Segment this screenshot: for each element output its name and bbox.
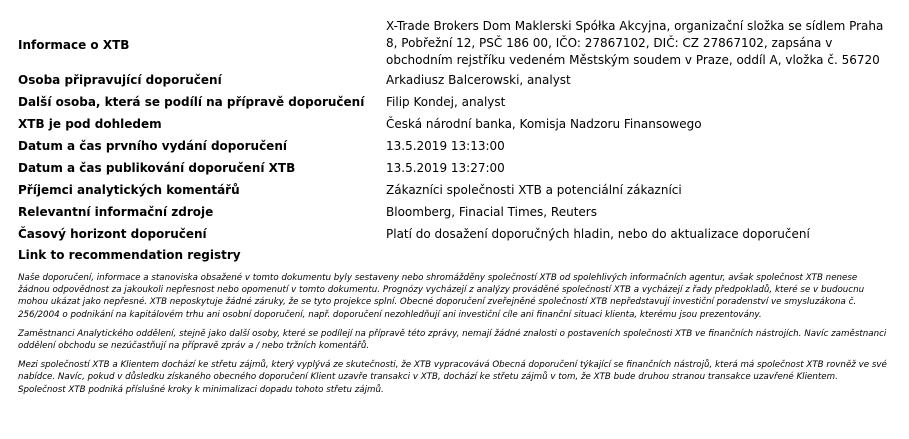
- info-row-published: [18, 157, 898, 179]
- row-value: Platí do dosažení doporučných hladin, nebo do aktualizace doporučení: [386, 227, 810, 241]
- row-label: Relevantní informační zdroje: [18, 205, 214, 219]
- row-value: Zákazníci společnosti XTB a potenciální zákazníci: [386, 183, 682, 197]
- info-row-first-issued: [18, 135, 898, 157]
- info-row-sources: [18, 201, 898, 223]
- info-row-co-author: [18, 91, 898, 113]
- disclaimer-paragraph: Zaměstnanci Analytického oddělení, stejně jako další osoby, které se podílejí na přípravě této zprávy, nemají žádné znalosti o postaveních společnosti XTB ve finančních nástrojích. Navíc zaměstnanci oddělení obchodu se nezúčastňují na přípravě zpráv a / nebo tržních komentářů.: [18, 328, 887, 352]
- info-row-horizon: [18, 223, 898, 245]
- row-label: Informace o XTB: [18, 38, 130, 52]
- row-label: Osoba připravující doporučení: [18, 73, 222, 87]
- info-row-author: [18, 69, 898, 91]
- info-row-registry-link[interactable]: [18, 245, 898, 265]
- info-table: [18, 18, 898, 265]
- row-label: Datum a čas prvního vydání doporučení: [18, 139, 287, 153]
- row-value: X-Trade Brokers Dom Maklerski Spółka Akcyjna, organizační složka se sídlem Praha 8, Pobřežní 12, PSČ 186 00, IČO: 27867102, DIČ: CZ 27867102, zapsána v obchodním rejstříku vedeném Městským soudem v Praze, oddíl A, vložka č. 56720: [386, 19, 884, 67]
- info-row-recipients: [18, 179, 898, 201]
- info-row-supervision: [18, 113, 898, 135]
- row-label: Další osoba, která se podílí na přípravě doporučení: [18, 95, 365, 109]
- recommendation-registry-link[interactable]: Link to recommendation registry: [18, 248, 241, 262]
- info-row-xtb: [18, 18, 898, 69]
- row-value: 13.5.2019 13:27:00: [386, 161, 505, 175]
- row-label: Datum a čas publikování doporučení XTB: [18, 161, 296, 175]
- row-label: XTB je pod dohledem: [18, 117, 162, 131]
- row-value: 13.5.2019 13:13:00: [386, 139, 505, 153]
- row-value: Arkadiusz Balcerowski, analyst: [386, 73, 571, 87]
- row-value: Bloomberg, Finacial Times, Reuters: [386, 205, 597, 219]
- disclaimer-paragraph: Naše doporučení, informace a stanoviska obsažené v tomto dokumentu byly sestaveny nebo shromážděny společností XTB od spolehlivých informačních agentur, avšak společnost XTB nenese žádnou odpovědnost za jakoukoli nepřesnost nebo opomenutí v tomto dokumentu. Prognózy vycházejí z analýzy prováděné společností XTB a vycházejí z řady předpokladů, které se v budoucnu mohou ukázat jako nepřesné. XTB neposkytuje žádné záruky, že se tyto projekce splní. Obecné doporučení zveřejněné společností XTB nepředstavují investiční poradenství ve smysluzákona č. 256/2004 o podnikání na kapitálovém trhu ani osobní doporučení, např. doporučení nezohledňují ani investiční cíle ani finanční situaci klienta, kterému jsou prezentovány.: [18, 273, 865, 320]
- row-value: Filip Kondej, analyst: [386, 95, 506, 109]
- disclaimer-paragraph: Mezi společností XTB a Klientem dochází ke střetu zájmů, který vyplývá ze skutečnosti, že XTB vypracovává Obecná doporučení týkající se finančních nástrojů, která má společnost XTB rovněž ve své nabídce. Navíc, pokud v důsledku získaného obecného doporučení Klient uzavře transakci v XTB, dochází ke střetu zájmů v tom, že XTB bude druhou stranou transakce uzavřené Klientem. Společnost XTB podniká příslušné kroky k minimalizaci dopadu tohoto střetu zájmů.: [18, 360, 887, 395]
- disclaimer-section: [18, 272, 888, 403]
- row-value: Česká národní banka, Komisja Nadzoru Finansowego: [386, 117, 702, 131]
- row-label: Příjemci analytických komentářů: [18, 183, 240, 197]
- row-label: Časový horizont doporučení: [18, 227, 207, 241]
